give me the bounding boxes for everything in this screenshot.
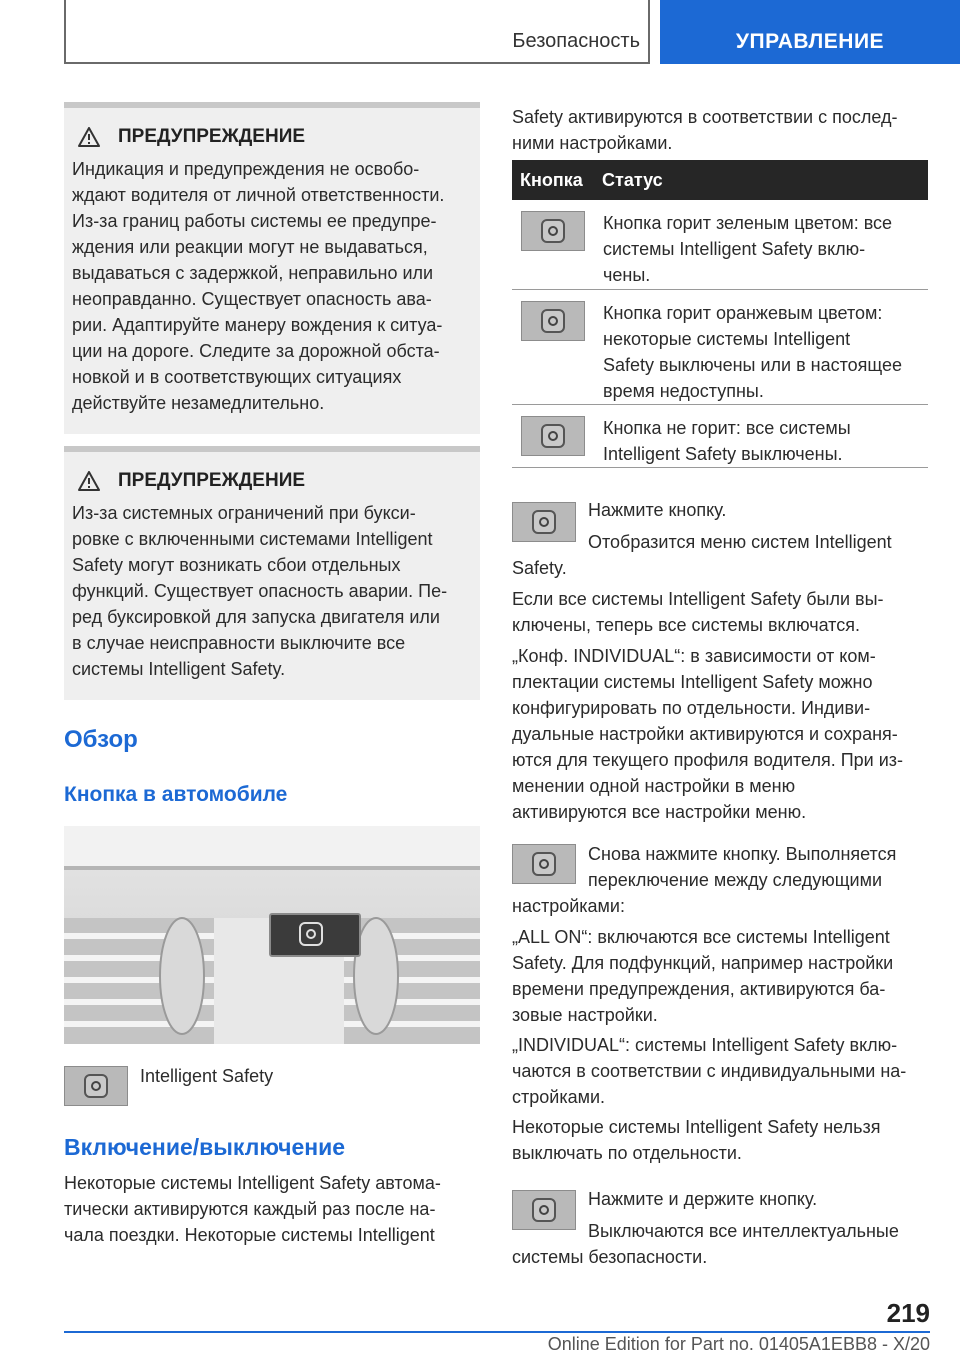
intelligent-safety-button-icon (64, 1066, 128, 1106)
step-instruction: Нажмите кнопку. (588, 500, 727, 520)
paragraph (64, 1170, 480, 1248)
paragraph (512, 586, 942, 638)
text-line: Safety активируются в соответствии с послед- (512, 107, 898, 127)
text-line: Safety. (512, 558, 567, 578)
text-line: ключены, теперь все системы включатся. (512, 615, 860, 635)
text-line: Некоторые системы Intelligent Safety автома- (64, 1173, 441, 1193)
text-line: в случае неисправности выключите все (72, 633, 406, 653)
status-text (603, 300, 928, 404)
step-instruction: Нажмите и держите кнопку. (588, 1189, 818, 1209)
paragraph (512, 104, 942, 156)
warning-title (78, 126, 466, 148)
vehicle-button-photo (64, 826, 480, 1044)
text-line: Снова нажмите кнопку. Выполняется (588, 844, 897, 864)
text-line: Safety. Для подфункций, например настройки (512, 953, 894, 973)
warning-triangle-icon (78, 471, 100, 491)
text-line: конфигурировать по отдельности. Индиви- (512, 698, 871, 718)
header-section-title: Безопасность (512, 30, 640, 52)
paragraph (512, 924, 942, 1028)
text-line: новкой и в соответствующих ситуациях (72, 367, 402, 387)
table-header (512, 160, 928, 200)
text-line: Индикация и предупреждения не освобо- (72, 159, 420, 179)
text-line: Отобразится меню систем Intelligent (588, 532, 892, 552)
step-instruction (512, 841, 928, 919)
warning-triangle-icon (78, 127, 100, 147)
text-line: Intelligent Safety выключены. (603, 444, 843, 464)
text-line: стройками. (512, 1087, 606, 1107)
table-row (512, 200, 928, 290)
text-line: действуйте незамедлительно. (72, 393, 325, 413)
text-line: дуальные настройки активируются и сохраня- (512, 724, 898, 744)
text-line: Safety могут возникать сбои отдельных (72, 555, 401, 575)
text-line: функций. Существует опасность аварии. Пе- (72, 581, 448, 601)
text-line: чала поездки. Некоторые системы Intelligent (64, 1225, 435, 1245)
table-row (512, 405, 928, 468)
table-header-cell: Кнопка (520, 169, 583, 190)
step-result (512, 529, 928, 581)
page-number: 219 (886, 1298, 930, 1328)
section-heading: Включение/выключение (64, 1134, 346, 1160)
text-line: ними настройками. (512, 133, 673, 153)
text-line: выдаваться с задержкой, неправильно или (72, 263, 434, 283)
icon-caption: Intelligent Safety (140, 1066, 274, 1086)
subsection-heading: Кнопка в автомобиле (64, 783, 288, 806)
paragraph (512, 1032, 942, 1110)
text-line: системы безопасности. (512, 1247, 708, 1267)
warning-text (72, 500, 466, 682)
text-line: зовые настройки. (512, 1005, 658, 1025)
text-line: Кнопка горит оранжевым цветом: (603, 303, 883, 323)
text-line: „Конф. INDIVIDUAL“: в зависимости от ком- (512, 646, 876, 666)
text-line: системы Intelligent Safety. (72, 659, 286, 679)
text-line: переключение между следующими (588, 870, 883, 890)
text-line: чаются в соответствии с индивидуальными на- (512, 1061, 907, 1081)
text-line: плектации системы Intelligent Safety можно (512, 672, 873, 692)
text-line: ждают водителя от личной ответственности. (72, 185, 445, 205)
text-line: ются для текущего профиля водителя. При из- (512, 750, 904, 770)
table-row (512, 290, 928, 405)
text-line: Из-за системных ограничений при букси- (72, 503, 416, 523)
text-line: времени предупреждения, активируются ба- (512, 979, 886, 999)
text-line: ред буксировкой для запуска двигателя или (72, 607, 440, 627)
text-line: менении одной настройки в меню (512, 776, 796, 796)
text-line: Из-за границ работы системы ее предупре- (72, 211, 437, 231)
text-line: тически активируются каждый раз после на- (64, 1199, 436, 1219)
text-line: настройками: (512, 896, 625, 916)
warning-title-text: ПРЕДУПРЕЖДЕНИЕ (118, 470, 306, 491)
status-text (603, 415, 928, 467)
warning-text (72, 156, 466, 416)
text-line: Если все системы Intelligent Safety были вы- (512, 589, 884, 609)
footer-divider (64, 1331, 930, 1333)
text-line: рии. Адаптируйте манеру вождения к ситуа- (72, 315, 443, 335)
header-chapter-tab[interactable]: УПРАВЛЕНИЕ (660, 0, 960, 64)
text-line: ждения или реакции могут не выдаваться, (72, 237, 428, 257)
text-line: Кнопка горит зеленым цветом: все (603, 213, 893, 233)
text-line: выключать по отдельности. (512, 1143, 742, 1163)
warning-title (78, 470, 466, 492)
button-icon-green (521, 211, 585, 251)
text-line: Выключаются все интеллектуальные (588, 1221, 899, 1241)
text-line: неоправданно. Существует опасность ава- (72, 289, 432, 309)
button-icon-off (521, 416, 585, 456)
button-icon-orange (521, 301, 585, 341)
step-result (512, 1218, 928, 1270)
status-table (512, 160, 928, 468)
dashboard-illustration (64, 826, 480, 1044)
text-line: системы Intelligent Safety вклю- (603, 239, 866, 259)
text-line: „INDIVIDUAL“: системы Intelligent Safety вклю- (512, 1035, 898, 1055)
status-text (603, 210, 928, 288)
text-line: активируются все настройки меню. (512, 802, 807, 822)
paragraph (512, 643, 942, 825)
warning-box (64, 446, 480, 700)
text-line: чены. (603, 265, 651, 285)
text-line: ровке с включенными системами Intelligent (72, 529, 433, 549)
section-heading: Обзор (64, 726, 138, 753)
text-line: Некоторые системы Intelligent Safety нельзя (512, 1117, 881, 1137)
text-line: „ALL ON“: включаются все системы Intelligent (512, 927, 890, 947)
text-line: ции на дороге. Следите за дорожной обста- (72, 341, 440, 361)
paragraph (512, 1114, 942, 1166)
warning-title-text: ПРЕДУПРЕЖДЕНИЕ (118, 126, 306, 147)
text-line: Safety выключены или в настоящее (603, 355, 903, 375)
text-line: некоторые системы Intelligent (603, 329, 851, 349)
text-line: время недоступны. (603, 381, 764, 401)
edition-note: Online Edition for Part no. 01405A1EBB8 - X/20 (547, 1334, 930, 1354)
text-line: Кнопка не горит: все системы (603, 418, 851, 438)
warning-box (64, 102, 480, 434)
table-header-cell: Статус (602, 169, 663, 190)
